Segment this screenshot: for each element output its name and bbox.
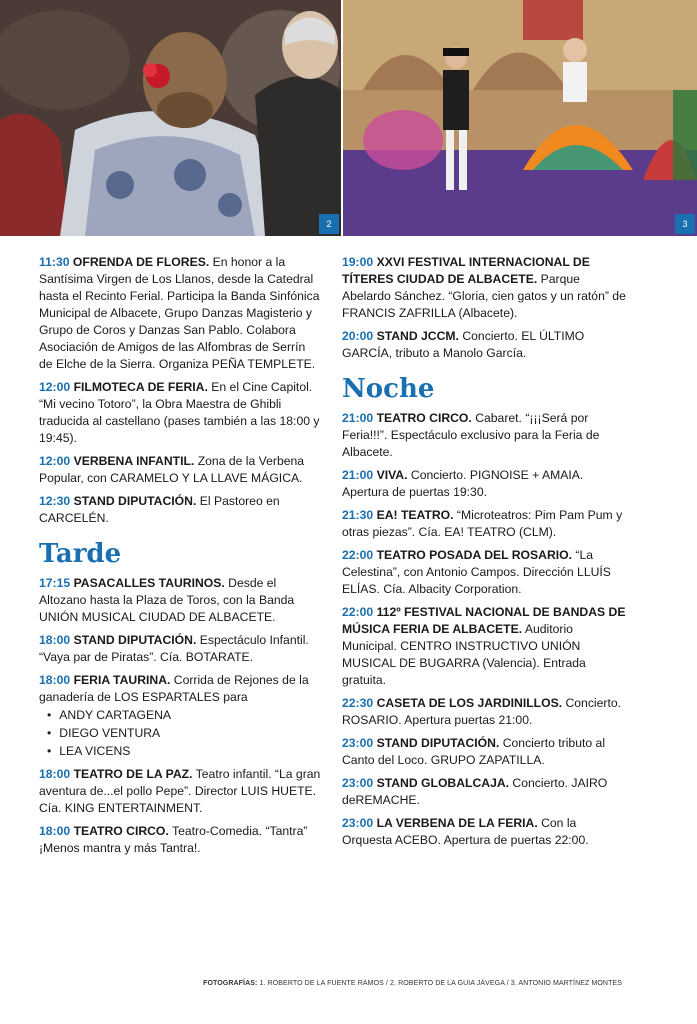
event-time: 22:00 <box>342 605 374 619</box>
event-item <box>39 493 321 527</box>
event-description: Concierto tributo al Canto del Loco. GRUPO ZAPATILLA. <box>342 736 606 767</box>
event-item <box>342 735 627 769</box>
event-item <box>39 823 321 857</box>
event-description: Concierto. EL ÚLTIMO GARCÍA, tributo a Manolo García. <box>342 329 585 360</box>
event-item <box>39 632 321 666</box>
photo-number: 3 <box>675 214 695 234</box>
event-description: “La Celestina”, con Antonio Campos. Dirección LLUÍS ELÍAS. Cía. Albacity Corporation. <box>342 548 611 596</box>
event-description: En el Cine Capitol. “Mi vecino Totoro”, la Obra Maestra de Ghibli traducida al castellano (pases también a las 18:00 y 19:45). <box>39 380 320 445</box>
event-title: VERBENA INFANTIL. <box>73 454 195 468</box>
event-item <box>342 254 627 322</box>
event-time: 23:00 <box>342 736 374 750</box>
event-title: TEATRO POSADA DEL ROSARIO. <box>376 548 573 562</box>
section-heading-noche: Noche <box>342 374 435 404</box>
event-time: 18:00 <box>39 767 71 781</box>
event-item <box>39 766 321 817</box>
event-description: “Microteatros: Pim Pam Pum y otras piezas”. Cía. EA! TEATRO (CLM). <box>342 508 623 539</box>
event-description: Teatro infantil. “La gran aventura de...el pollo Pepe”. Director LUIS HUETE. Cía. KING ENTERTAINMENT. <box>39 767 321 815</box>
event-time: 12:30 <box>39 494 71 508</box>
event-time: 17:15 <box>39 576 71 590</box>
event-time: 22:00 <box>342 548 374 562</box>
event-time: 19:00 <box>342 255 374 269</box>
event-time: 23:00 <box>342 776 374 790</box>
event-description: Concierto. JAIRO deREMACHE. <box>342 776 608 807</box>
event-item <box>342 775 627 809</box>
event-time: 18:00 <box>39 633 71 647</box>
event-description: Espectáculo Infantil. “Vaya par de Piratas”. Cía. BOTARATE. <box>39 633 309 664</box>
photo-folk-dancers-icon <box>343 0 697 236</box>
photo-3 <box>343 0 697 236</box>
event-time: 21:30 <box>342 508 374 522</box>
event-title: FILMOTECA DE FERIA. <box>73 380 208 394</box>
event-item <box>342 604 627 689</box>
event-item <box>342 410 627 461</box>
photo-number: 2 <box>319 214 339 234</box>
event-title: XXVI FESTIVAL INTERNACIONAL DE TÍTERES CIUDAD DE ALBACETE. <box>342 255 590 286</box>
event-title: STAND JCCM. <box>376 329 459 343</box>
event-description: Parque Abelardo Sánchez. “Gloria, cien gatos y un ratón” de FRANCIS ZAFRILLA (Albacete). <box>342 272 626 320</box>
event-item <box>39 254 321 373</box>
event-time: 21:00 <box>342 411 374 425</box>
event-title: STAND DIPUTACIÓN. <box>376 736 500 750</box>
event-description: Desde el Altozano hasta la Plaza de Toros, con la Banda UNIÓN MUSICAL CIUDAD DE ALBACETE. <box>39 576 295 624</box>
list-item: • ANDY CARTAGENA <box>47 706 321 724</box>
event-time: 12:00 <box>39 454 71 468</box>
event-title: TEATRO CIRCO. <box>376 411 472 425</box>
event-item <box>342 507 627 541</box>
event-title: CASETA DE LOS JARDINILLOS. <box>376 696 563 710</box>
list-item: • DIEGO VENTURA <box>47 724 321 742</box>
event-time: 12:00 <box>39 380 71 394</box>
event-description: Concierto. PIGNOISE + AMAIA. Apertura de puertas 19:30. <box>342 468 584 499</box>
event-time: 18:00 <box>39 824 71 838</box>
event-time: 11:30 <box>39 255 70 269</box>
event-description: Auditorio Municipal. CENTRO INSTRUCTIVO UNIÓN MUSICAL DE BUGARRA (Valencia). Entrada gratuita. <box>342 622 586 687</box>
event-item <box>342 815 627 849</box>
event-description: El Pastoreo en CARCELÉN. <box>39 494 280 525</box>
event-time: 20:00 <box>342 329 374 343</box>
event-title: STAND DIPUTACIÓN. <box>73 494 197 508</box>
event-description: En honor a la Santísima Virgen de Los Llanos, desde la Catedral hasta el Recinto Ferial. Participa la Banda Sinfónica Municipal de Albacete, Grupo Danzas Magisterio y Grupo de Coros y Danzas San Pablo. Colabora Asociación de Amigos de las Alfombras de Serrín de Elche de la Sierra. Organiza PEÑA TEMPLETE. <box>39 255 320 371</box>
schedule-right-column <box>342 254 627 855</box>
event-item <box>342 695 627 729</box>
section-heading-tarde: Tarde <box>39 539 122 569</box>
event-description: Zona de la Verbena Popular, con CARAMELO Y LA LLAVE MÁGICA. <box>39 454 305 485</box>
rejoneadores-list <box>47 706 321 760</box>
schedule-left-column <box>39 254 321 863</box>
event-description: Cabaret. “¡¡¡Será por Feria!!!”. Espectáculo exclusivo para la Feria de Albacete. <box>342 411 600 459</box>
credits-text: 1. ROBERTO DE LA FUENTE RAMOS / 2. ROBERTO DE LA GUIA JÁVEGA / 3. ANTONIO MARTÍNEZ MONTES <box>257 980 622 987</box>
event-item <box>342 547 627 598</box>
event-item <box>39 379 321 447</box>
event-title: TEATRO DE LA PAZ. <box>73 767 193 781</box>
event-title: LA VERBENA DE LA FERIA. <box>376 816 538 830</box>
event-item <box>39 575 321 626</box>
event-title: 112º FESTIVAL NACIONAL DE BANDAS DE MÚSICA FERIA DE ALBACETE. <box>342 605 626 636</box>
event-description: Concierto. ROSARIO. Apertura puertas 21:00. <box>342 696 622 727</box>
credits-label: FOTOGRAFÍAS: <box>203 980 258 987</box>
event-title: STAND GLOBALCAJA. <box>376 776 510 790</box>
event-item <box>39 672 321 706</box>
event-item <box>342 328 627 362</box>
event-title: VIVA. <box>376 468 408 482</box>
event-time: 22:30 <box>342 696 374 710</box>
event-time: 23:00 <box>342 816 374 830</box>
event-title: PASACALLES TAURINOS. <box>73 576 225 590</box>
event-title: TEATRO CIRCO. <box>73 824 169 838</box>
event-title: EA! TEATRO. <box>376 508 454 522</box>
event-title: OFRENDA DE FLORES. <box>72 255 210 269</box>
event-item <box>342 467 627 501</box>
event-description: Teatro-Comedia. “Tantra” ¡Menos mantra y más Tantra!. <box>39 824 308 855</box>
event-description: Con la Orquesta ACEBO. Apertura de puertas 22:00. <box>342 816 589 847</box>
event-title: STAND DIPUTACIÓN. <box>73 633 197 647</box>
event-item <box>39 453 321 487</box>
event-time: 18:00 <box>39 673 71 687</box>
photo-women-traditional-dress-icon <box>0 0 341 236</box>
event-time: 21:00 <box>342 468 374 482</box>
photo-credits <box>0 980 622 987</box>
photo-2 <box>0 0 341 236</box>
event-description: Corrida de Rejones de la ganadería de LOS ESPARTALES para <box>39 673 309 704</box>
event-title: FERIA TAURINA. <box>73 673 171 687</box>
list-item: • LEA VICENS <box>47 742 321 760</box>
